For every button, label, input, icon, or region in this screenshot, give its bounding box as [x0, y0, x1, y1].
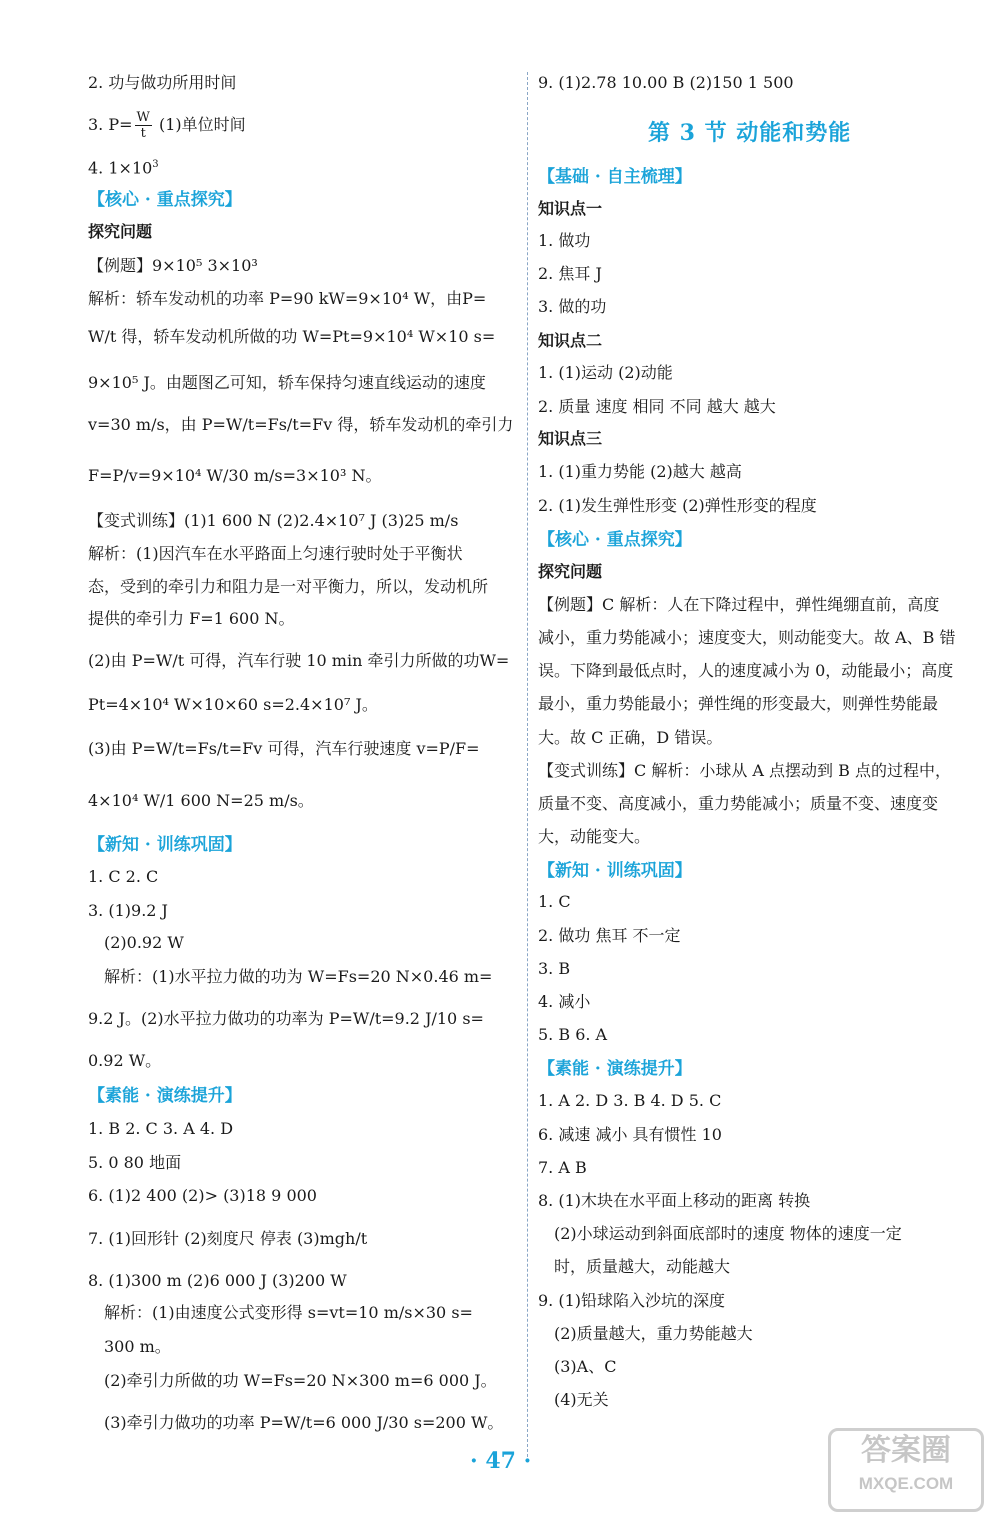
answer-line: 4×10⁴ W/1 600 N=25 m/s。 [88, 791, 314, 810]
section-heading: 【核心 · 重点探究】 [538, 530, 692, 550]
answer-line: 最小，重力势能最小；弹性绳的形变最大，则弹性势能最 [538, 694, 939, 713]
answer-line: 8. (1)300 m (2)6 000 J (3)200 W [88, 1271, 347, 1290]
answer-line: 减小，重力势能减小；速度变大，则动能变大。故 A、B 错 [538, 628, 956, 647]
answer-line: 9.2 J。(2)水平拉力做功的功率为 P=W/t=9.2 J/10 s= [88, 1009, 484, 1028]
answer-line: 大，动能变大。 [538, 827, 651, 846]
answer-line: 6. (1)2 400 (2)> (3)18 9 000 [88, 1186, 317, 1205]
answer-line: 6. 减速 减小 具有惯性 10 [538, 1125, 722, 1144]
watermark-url: MXQE.COM [858, 1474, 954, 1493]
watermark-text: 答案圈 [861, 1434, 951, 1467]
answer-line: (4)无关 [554, 1390, 609, 1409]
answer-line: 2. 焦耳 J [538, 264, 602, 283]
answer-line: 1. A 2. D 3. B 4. D 5. C [538, 1091, 722, 1110]
subheading: 知识点三 [538, 429, 603, 448]
answer-line: 1. C 2. C [88, 867, 159, 886]
answer-line: 大。故 C 正确，D 错误。 [538, 728, 723, 747]
answer-line: 1. C [538, 892, 571, 911]
answer-line: 9. (1)2.78 10.00 B (2)150 1 500 [538, 73, 794, 92]
answer-line: Pt=4×10⁴ W×10×60 s=2.4×10⁷ J。 [88, 695, 378, 714]
answer-line: 2. 做功 焦耳 不一定 [538, 926, 681, 945]
answer-line: 态，受到的牵引力和阻力是一对平衡力，所以，发动机所 [88, 577, 489, 596]
answer-line: (2)质量越大，重力势能越大 [554, 1324, 753, 1343]
answer-line: W/t 得，轿车发动机所做的功 W=Pt=9×10⁴ W×10 s= [88, 327, 496, 346]
section-heading: 【新知 · 训练巩固】 [88, 835, 242, 855]
answer-line: 1. B 2. C 3. A 4. D [88, 1119, 234, 1138]
page-number: · 47 · [470, 1448, 532, 1474]
answer-line: 质量不变、高度减小，重力势能减小；质量不变、速度变 [538, 794, 939, 813]
answer-line: 3. B [538, 959, 571, 978]
answer-line: 1. (1)运动 (2)动能 [538, 363, 673, 382]
answer-line: F=P/v=9×10⁴ W/30 m/s=3×10³ N。 [88, 466, 382, 485]
answer-line: 【变式训练】C 解析：小球从 A 点摆动到 B 点的过程中， [538, 761, 951, 780]
answer-line: 【例题】9×10⁵ 3×10³ [88, 256, 258, 275]
answer-line: 【变式训练】(1)1 600 N (2)2.4×10⁷ J (3)25 m/s [88, 511, 459, 530]
answer-line: 4. 减小 [538, 992, 591, 1011]
answer-line: 9×10⁵ J。由题图乙可知，轿车保持匀速直线运动的速度 [88, 373, 486, 392]
answer-line: 3. 做的功 [538, 297, 607, 316]
answer-line: 300 m。 [104, 1337, 171, 1356]
column-divider [527, 72, 528, 1462]
answer-line: 误。下降到最低点时，人的速度减小为 0，动能最小；高度 [538, 661, 954, 680]
answer-line: 5. B 6. A [538, 1025, 608, 1044]
answer-line: (2)小球运动到斜面底部时的速度 物体的速度一定 [554, 1224, 902, 1243]
watermark-logo [828, 1428, 984, 1512]
answer-line: 时，质量越大，动能越大 [554, 1257, 731, 1276]
subheading: 探究问题 [538, 562, 603, 581]
page-title: 第 3 节 动能和势能 [648, 120, 852, 146]
answer-line: (3)由 P=W/t=Fs/t=Fv 可得，汽车行驶速度 v=P/F= [88, 739, 480, 758]
section-heading: 【素能 · 演练提升】 [538, 1059, 692, 1079]
answer-line: 7. A B [538, 1158, 587, 1177]
answer-line: 8. (1)木块在水平面上移动的距离 转换 [538, 1191, 811, 1210]
answer-line: 1. (1)重力势能 (2)越大 越高 [538, 462, 742, 481]
answer-line: (3)A、C [554, 1357, 617, 1376]
answer-line: v=30 m/s，由 P=W/t=Fs/t=Fv 得，轿车发动机的牵引力 [88, 415, 514, 434]
answer-line: 解析：(1)因汽车在水平路面上匀速行驶时处于平衡状 [88, 544, 463, 563]
answer-line: 2. 质量 速度 相同 不同 越大 越大 [538, 397, 776, 416]
section-heading: 【基础 · 自主梳理】 [538, 167, 692, 187]
answer-line: 解析：(1)水平拉力做的功为 W=Fs=20 N×0.46 m= [104, 967, 493, 986]
answer-line: 【例题】C 解析：人在下降过程中，弹性绳绷直前，高度 [538, 595, 940, 614]
answer-line: 3. P= $\frac{W}{t}$ (1)单位时间 [88, 110, 246, 141]
answer-line: 9. (1)铅球陷入沙坑的深度 [538, 1291, 726, 1310]
section-heading: 【核心 · 重点探究】 [88, 190, 242, 210]
answer-line: 0.92 W。 [88, 1051, 162, 1070]
answer-line: (2)牵引力所做的功 W=Fs=20 N×300 m=6 000 J。 [104, 1371, 497, 1390]
answer-line: (2)0.92 W [104, 933, 184, 952]
answer-line: (3)牵引力做功的功率 P=W/t=6 000 J/30 s=200 W。 [104, 1413, 504, 1432]
answer-line: 提供的牵引力 F=1 600 N。 [88, 609, 295, 628]
answer-line: 7. (1)回形针 (2)刻度尺 停表 (3)mgh/t [88, 1229, 368, 1248]
answer-line: 解析：(1)由速度公式变形得 s=vt=10 m/s×30 s= [104, 1303, 473, 1322]
subheading: 知识点二 [538, 331, 603, 350]
answer-line: 解析：轿车发动机的功率 P=90 kW=9×10⁴ W，由P= [88, 289, 487, 308]
answer-line: 2. 功与做功所用时间 [88, 73, 237, 92]
answer-line: 5. 0 80 地面 [88, 1153, 182, 1172]
answer-line: 4. $1\times 10^3$ [88, 158, 159, 178]
subheading: 知识点一 [538, 199, 603, 218]
answer-line: 1. 做功 [538, 231, 591, 250]
section-heading: 【素能 · 演练提升】 [88, 1086, 242, 1106]
subheading: 探究问题 [88, 222, 153, 241]
answer-line: (2)由 P=W/t 可得，汽车行驶 10 min 牵引力所做的功W= [88, 651, 510, 670]
section-heading: 【新知 · 训练巩固】 [538, 861, 692, 881]
answer-line: 2. (1)发生弹性形变 (2)弹性形变的程度 [538, 496, 817, 515]
answer-line: 3. (1)9.2 J [88, 901, 168, 920]
